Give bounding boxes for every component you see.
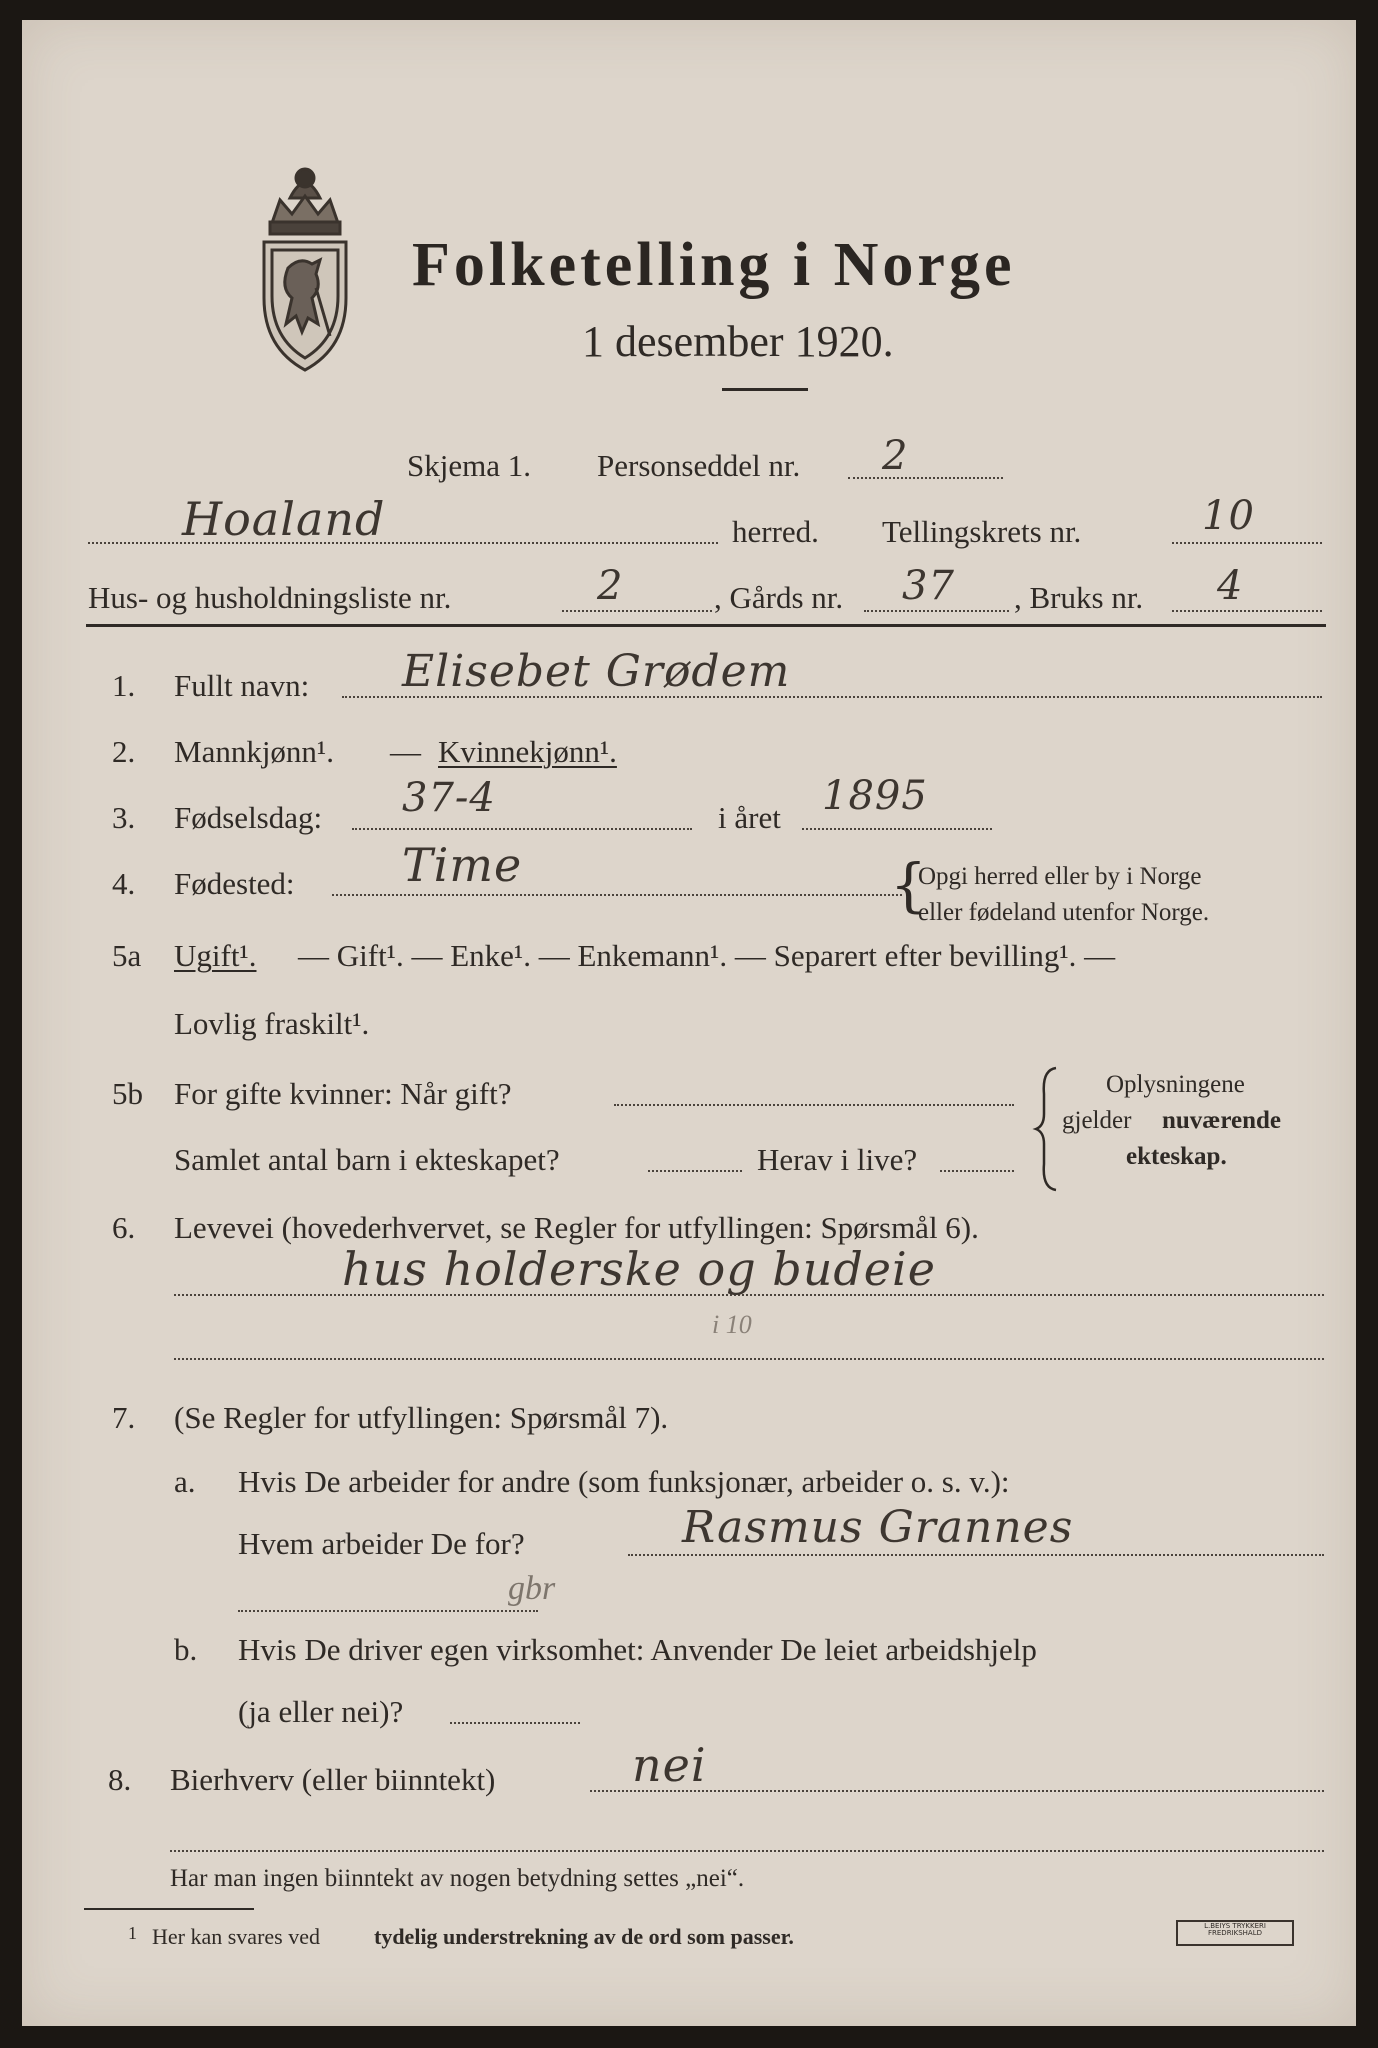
printer-stamp	[1176, 1920, 1294, 1946]
form-title: Folketelling i Norge	[412, 231, 1016, 299]
husliste-value: 2	[597, 563, 624, 609]
q2-number: 2.	[112, 734, 136, 769]
occupation-value: hus holderske og budeie	[342, 1242, 936, 1296]
husliste-label: Hus- og husholdningsliste nr.	[88, 580, 452, 615]
husliste-line	[562, 610, 712, 612]
marital-other-options: — Gift¹. — Enke¹. — Enkemann¹. — Separert efter bevilling¹. —	[298, 938, 1116, 973]
personseddel-value: 2	[882, 433, 909, 479]
marriage-note-line2b: nuværende	[1162, 1107, 1282, 1134]
employer-line-2	[238, 1610, 538, 1612]
birthday-line	[352, 828, 692, 830]
full-name-label: Fullt navn:	[174, 668, 310, 703]
sex-male-option: Mannkjønn¹.	[174, 734, 334, 769]
herred-label: herred.	[732, 514, 819, 549]
employer-label: Hvem arbeider De for?	[238, 1526, 525, 1561]
side-income-note: Har man ingen biinntekt av nogen betydning settes „nei“.	[170, 1865, 745, 1892]
marriage-note-line2a: gjelder	[1062, 1107, 1132, 1134]
norway-coat-of-arms-icon	[250, 148, 360, 378]
birth-year-value: 1895	[822, 773, 928, 819]
printer-line2: FREDRIKSHALD	[1207, 1929, 1262, 1937]
birthplace-line	[332, 894, 902, 896]
personseddel-label: Personseddel nr.	[597, 448, 801, 483]
marital-divorced-option: Lovlig fraskilt¹.	[174, 1006, 370, 1041]
side-income-value: nei	[632, 1738, 707, 1792]
footnote-mark: 1	[128, 1923, 137, 1943]
gards-label: , Gårds nr.	[714, 580, 844, 615]
gards-value: 37	[902, 563, 955, 609]
marriage-note-brace	[1032, 1064, 1062, 1194]
q7b-line1: Hvis De driver egen virksomhet: Anvender De leiet arbeidshjelp	[238, 1632, 1037, 1667]
q6-number: 6.	[112, 1210, 136, 1245]
marriage-note-line3: ekteskap.	[1126, 1143, 1227, 1170]
birthplace-note-line2: eller fødeland utenfor Norge.	[918, 899, 1210, 926]
footnote-text-a: Her kan svares ved	[152, 1924, 320, 1949]
marital-ugift-option: Ugift¹.	[174, 938, 257, 973]
occupation-pencil-note: i 10	[712, 1310, 752, 1339]
q7-label: (Se Regler for utfyllingen: Spørsmål 7).	[174, 1400, 669, 1435]
employer-line	[628, 1554, 1324, 1556]
gards-line	[864, 610, 1009, 612]
hired-help-line	[450, 1722, 580, 1724]
side-income-line-2	[170, 1850, 1324, 1852]
employer-value: Rasmus Grannes	[682, 1502, 1074, 1553]
q1-number: 1.	[112, 668, 136, 703]
employer-pencil-note: gbr	[508, 1570, 556, 1607]
herred-value: Hoaland	[182, 492, 386, 546]
form-date: 1 desember 1920.	[582, 317, 894, 366]
birthplace-note-line1: Opgi herred eller by i Norge	[918, 863, 1202, 890]
sex-female-option: Kvinnekjønn¹.	[438, 734, 617, 769]
bruks-line	[1172, 610, 1322, 612]
bruks-label: , Bruks nr.	[1014, 580, 1144, 615]
birth-year-line	[802, 828, 992, 830]
tellingskrets-label: Tellingskrets nr.	[882, 514, 1082, 549]
birth-year-label: i året	[718, 800, 781, 835]
footnote-text-b: tydelig understrekning av de ord som passer.	[374, 1924, 794, 1949]
birthday-label: Fødselsdag:	[174, 800, 323, 835]
birthday-value: 37-4	[402, 775, 496, 821]
q7b-letter: b.	[174, 1632, 198, 1667]
children-count-line	[648, 1170, 742, 1172]
title-divider	[722, 388, 808, 391]
sex-dash: —	[390, 734, 421, 769]
marriage-note-line1: Oplysningene	[1106, 1071, 1245, 1098]
children-count-label: Samlet antal barn i ekteskapet?	[174, 1142, 560, 1177]
printer-line1: L.BEIYS TRYKKERI	[1204, 1922, 1266, 1930]
q3-number: 3.	[112, 800, 136, 835]
children-alive-line	[940, 1170, 1014, 1172]
q7-number: 7.	[112, 1400, 136, 1435]
bruks-value: 4	[1217, 563, 1244, 609]
personseddel-line	[848, 477, 1003, 479]
married-when-line	[614, 1104, 1014, 1106]
q8-number: 8.	[108, 1762, 132, 1797]
children-alive-label: Herav i live?	[757, 1142, 918, 1177]
q7a-letter: a.	[174, 1464, 196, 1499]
schema-label: Skjema 1.	[407, 448, 531, 483]
occupation-label: Levevei (hovederhvervet, se Regler for utfyllingen: Spørsmål 6).	[174, 1210, 979, 1245]
q5a-number: 5a	[112, 938, 142, 973]
hired-help-label: (ja eller nei)?	[238, 1694, 404, 1729]
q5b-number: 5b	[112, 1076, 143, 1111]
full-name-value: Elisebet Grødem	[402, 646, 791, 697]
q7a-line1: Hvis De arbeider for andre (som funksjonær, arbeider o. s. v.):	[238, 1464, 1010, 1499]
footnote-divider	[84, 1908, 254, 1910]
q4-number: 4.	[112, 866, 136, 901]
birthplace-value: Time	[402, 838, 523, 892]
census-form-sheet	[22, 20, 1356, 2026]
header-divider	[86, 624, 1326, 627]
married-when-label: For gifte kvinner: Når gift?	[174, 1076, 512, 1111]
birthplace-label: Fødested:	[174, 866, 295, 901]
birthplace-note-brace: {	[890, 851, 927, 919]
tellingskrets-value: 10	[1202, 493, 1255, 539]
side-income-label: Bierhverv (eller biinntekt)	[170, 1762, 496, 1797]
tellingskrets-line	[1172, 542, 1322, 544]
occupation-line-2	[174, 1358, 1324, 1360]
